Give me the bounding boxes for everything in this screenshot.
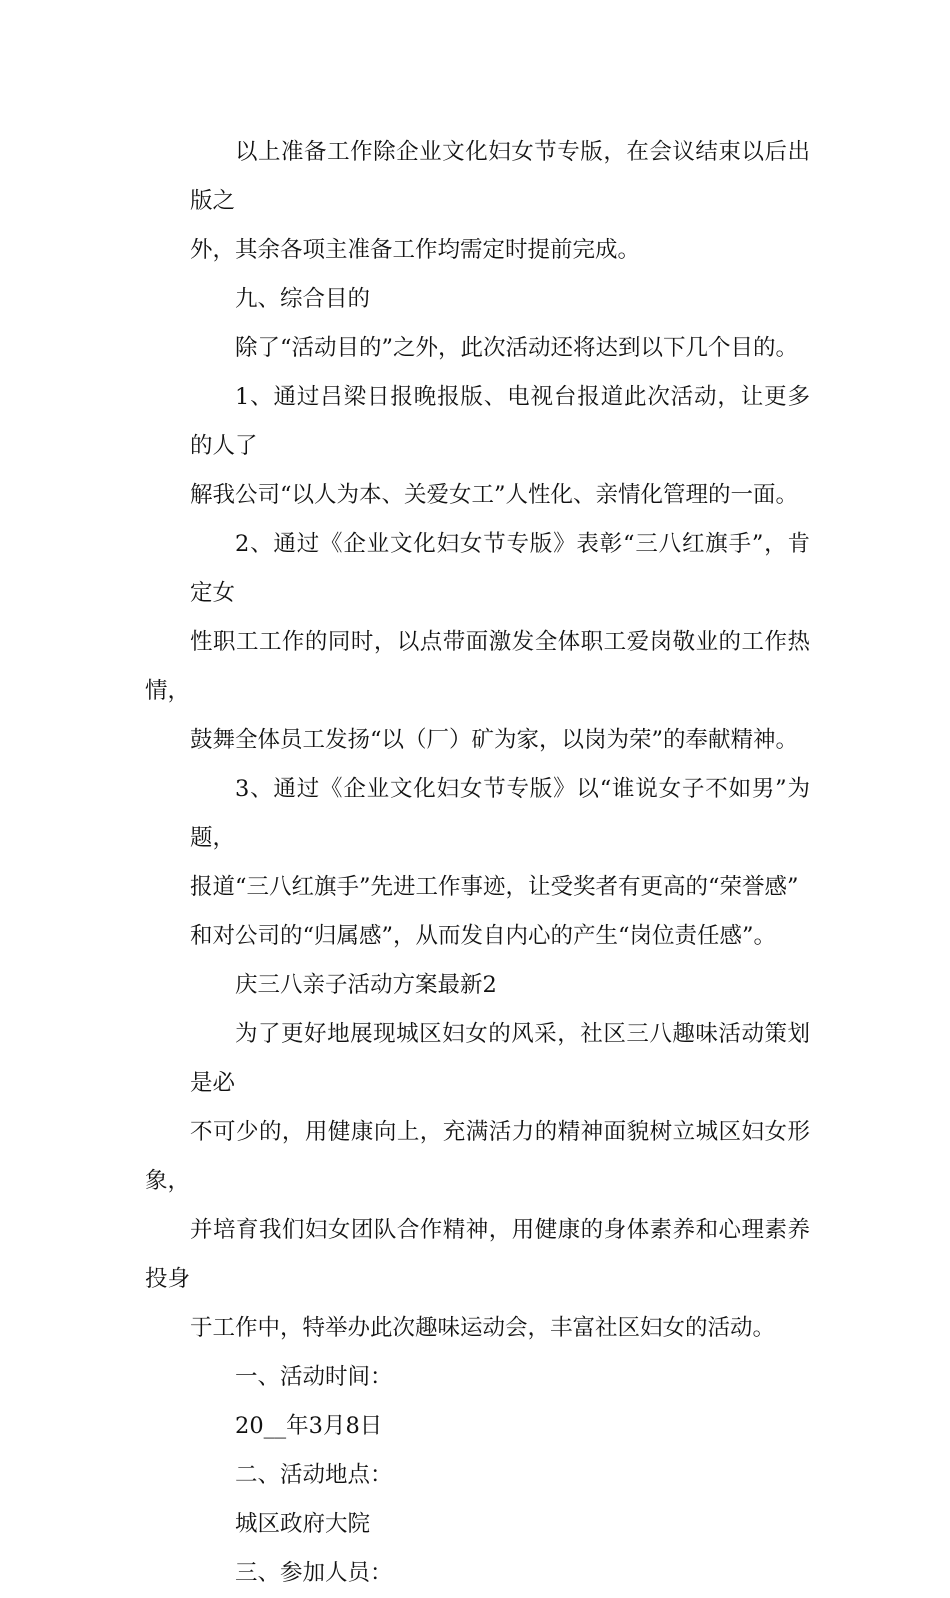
text-line: 于工作中，特举办此次趣味运动会，丰富社区妇女的活动。 <box>190 1315 776 1341</box>
text-line: 性职工工作的同时，以点带面激发全体职工爱岗敬业的工作热情， <box>145 629 810 704</box>
section-heading-participants <box>145 1549 810 1598</box>
text-line: 并培育我们妇女团队合作精神，用健康的身体素养和心理素养投身 <box>145 1217 810 1292</box>
text-line: 报道“三八红旗手”先进工作事迹，让受奖者有更高的“荣誉感” <box>190 874 799 900</box>
text-line: 城区政府大院 <box>235 1511 371 1537</box>
document-body <box>145 128 810 1598</box>
text-line: 外，其余各项主准备工作均需定时提前完成。 <box>190 237 641 263</box>
text-line: 和对公司的“归属感”，从而发自内心的产生“岗位责任感”。 <box>190 923 777 949</box>
list-item-goal-3 <box>145 765 810 961</box>
document-title-2 <box>145 961 810 1010</box>
text-line: 以上准备工作除企业文化妇女节专版，在会议结束以后出版之 <box>190 139 810 214</box>
section-heading-comprehensive-goals <box>145 275 810 324</box>
list-item-goal-1 <box>145 373 810 520</box>
paragraph-intro-2 <box>145 1010 810 1353</box>
paragraph-goals-intro <box>145 324 810 373</box>
text-line: 除了“活动目的”之外，此次活动还将达到以下几个目的。 <box>235 335 799 361</box>
text-line: 九、综合目的 <box>235 286 371 312</box>
text-line: 3、通过《企业文化妇女节专版》以“谁说女子不如男”为题， <box>190 776 810 851</box>
text-line: 二、活动地点： <box>235 1462 393 1488</box>
text-line: 1、通过吕梁日报晚报版、电视台报道此次活动，让更多的人了 <box>190 384 810 459</box>
text-line: 不可少的，用健康向上，充满活力的精神面貌树立城区妇女形象， <box>145 1119 810 1194</box>
section-heading-activity-time <box>145 1353 810 1402</box>
paragraph-preparation-note <box>145 128 810 275</box>
text-line: 解我公司“以人为本、关爱女工”人性化、亲情化管理的一面。 <box>190 482 799 508</box>
text-line: 2、通过《企业文化妇女节专版》表彰“三八红旗手”，肯定女 <box>190 531 810 606</box>
text-line: 一、活动时间： <box>235 1364 393 1390</box>
text-line: 三、参加人员： <box>235 1560 393 1586</box>
text-line: 为了更好地展现城区妇女的风采，社区三八趣味活动策划是必 <box>190 1021 810 1096</box>
list-item-goal-2 <box>145 520 810 765</box>
text-line: 鼓舞全体员工发扬“以（厂）矿为家，以岗为荣”的奉献精神。 <box>190 727 799 753</box>
text-line: 庆三八亲子活动方案最新2 <box>235 972 497 998</box>
text-line: 20__年3月8日 <box>235 1413 383 1439</box>
activity-date <box>145 1402 810 1451</box>
section-heading-activity-location <box>145 1451 810 1500</box>
activity-location <box>145 1500 810 1549</box>
